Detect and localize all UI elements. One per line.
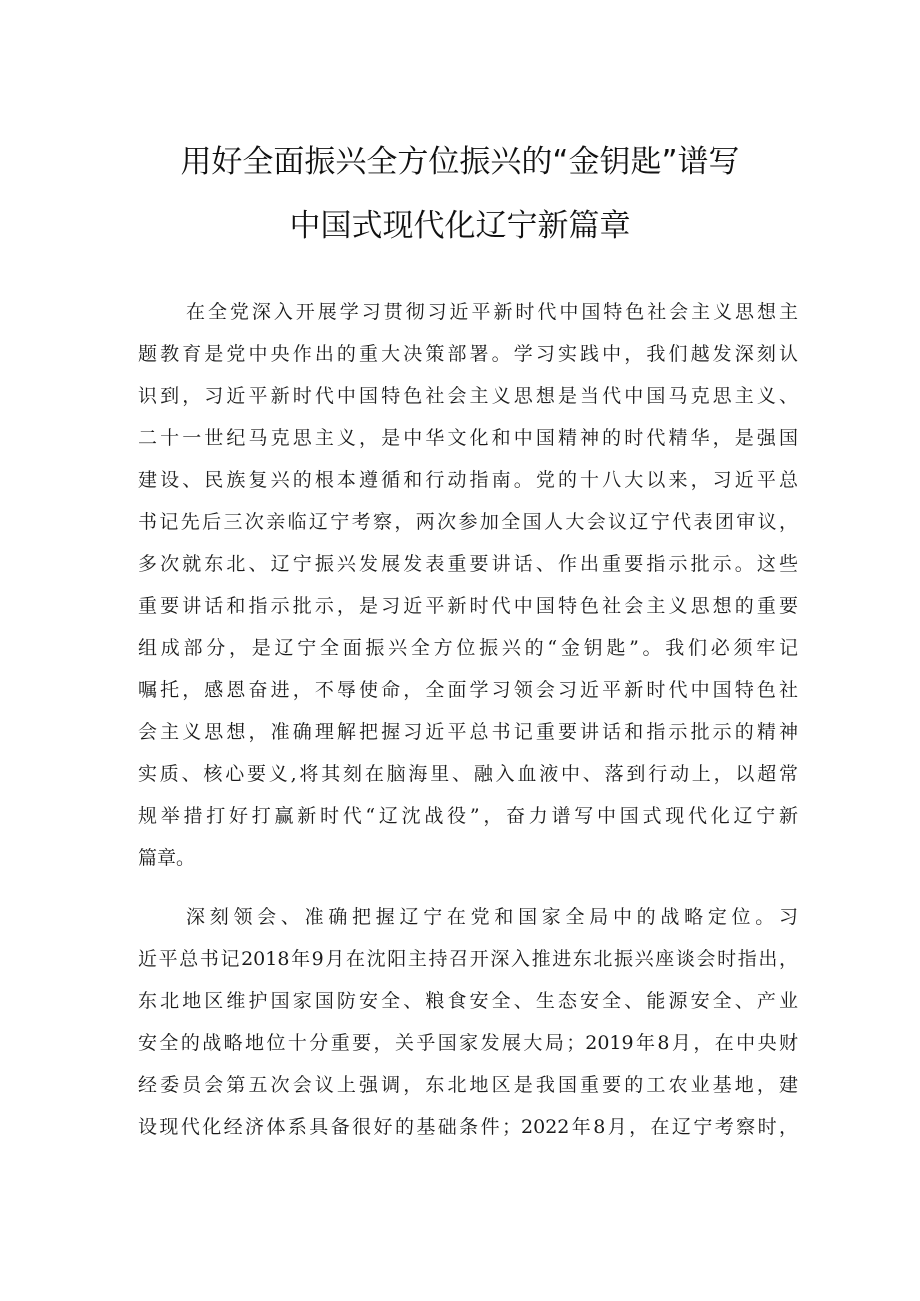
paragraph-line: 嘱托，感恩奋进，不辱使命，全面学习领会习近平新时代中国特色社 xyxy=(138,679,798,701)
paragraph-line: 识到，习近平新时代中国特色社会主义思想是当代中国马克思主义、 xyxy=(138,385,798,407)
paragraph-line: 二十一世纪马克思主义，是中华文化和中国精神的时代精华，是强国 xyxy=(138,427,798,449)
paragraph-line: 书记先后三次亲临辽宁考察，两次参加全国人大会议辽宁代表团审议， xyxy=(138,511,798,533)
paragraph-line: 组成部分，是辽宁全面振兴全方位振兴的“金钥匙”。我们必须牢记 xyxy=(138,637,798,659)
paragraph-line: 深刻领会、准确把握辽宁在党和国家全局中的战略定位。习 xyxy=(186,906,798,928)
paragraph-line: 东北地区维护国家国防安全、粮食安全、生态安全、能源安全、产业 xyxy=(138,990,798,1012)
paragraph-line: 建设、民族复兴的根本遵循和行动指南。党的十八大以来，习近平总 xyxy=(138,469,798,491)
paragraph-line: 篇章。 xyxy=(138,847,196,869)
paragraph-line: 经委员会第五次会议上强调，东北地区是我国重要的工农业基地，建 xyxy=(138,1074,798,1096)
paragraph-line: 在全党深入开展学习贯彻习近平新时代中国特色社会主义思想主 xyxy=(186,301,798,323)
paragraph-line: 会主义思想，准确理解把握习近平总书记重要讲话和指示批示的精神 xyxy=(138,721,798,743)
document-title-line-2: 中国式现代化辽宁新篇章 xyxy=(289,208,631,244)
document-title-line-1: 用好全面振兴全方位振兴的“金钥匙”谱写 xyxy=(180,144,740,180)
paragraph-line: 设现代化经济体系具备很好的基础条件；2022年8月，在辽宁考察时， xyxy=(138,1116,798,1138)
paragraph-line: 重要讲话和指示批示，是习近平新时代中国特色社会主义思想的重要 xyxy=(138,595,798,617)
paragraph-line: 题教育是党中央作出的重大决策部署。学习实践中，我们越发深刻认 xyxy=(138,343,798,365)
paragraph-line: 多次就东北、辽宁振兴发展发表重要讲话、作出重要指示批示。这些 xyxy=(138,553,798,575)
paragraph-line: 实质、核心要义,将其刻在脑海里、融入血液中、落到行动上，以超常 xyxy=(138,763,798,785)
paragraph-line: 近平总书记2018年9月在沈阳主持召开深入推进东北振兴座谈会时指出， xyxy=(138,948,798,970)
paragraph-line: 规举措打好打赢新时代“辽沈战役”，奋力谱写中国式现代化辽宁新 xyxy=(138,805,798,827)
paragraph-line: 安全的战略地位十分重要，关乎国家发展大局；2019年8月，在中央财 xyxy=(138,1032,798,1054)
